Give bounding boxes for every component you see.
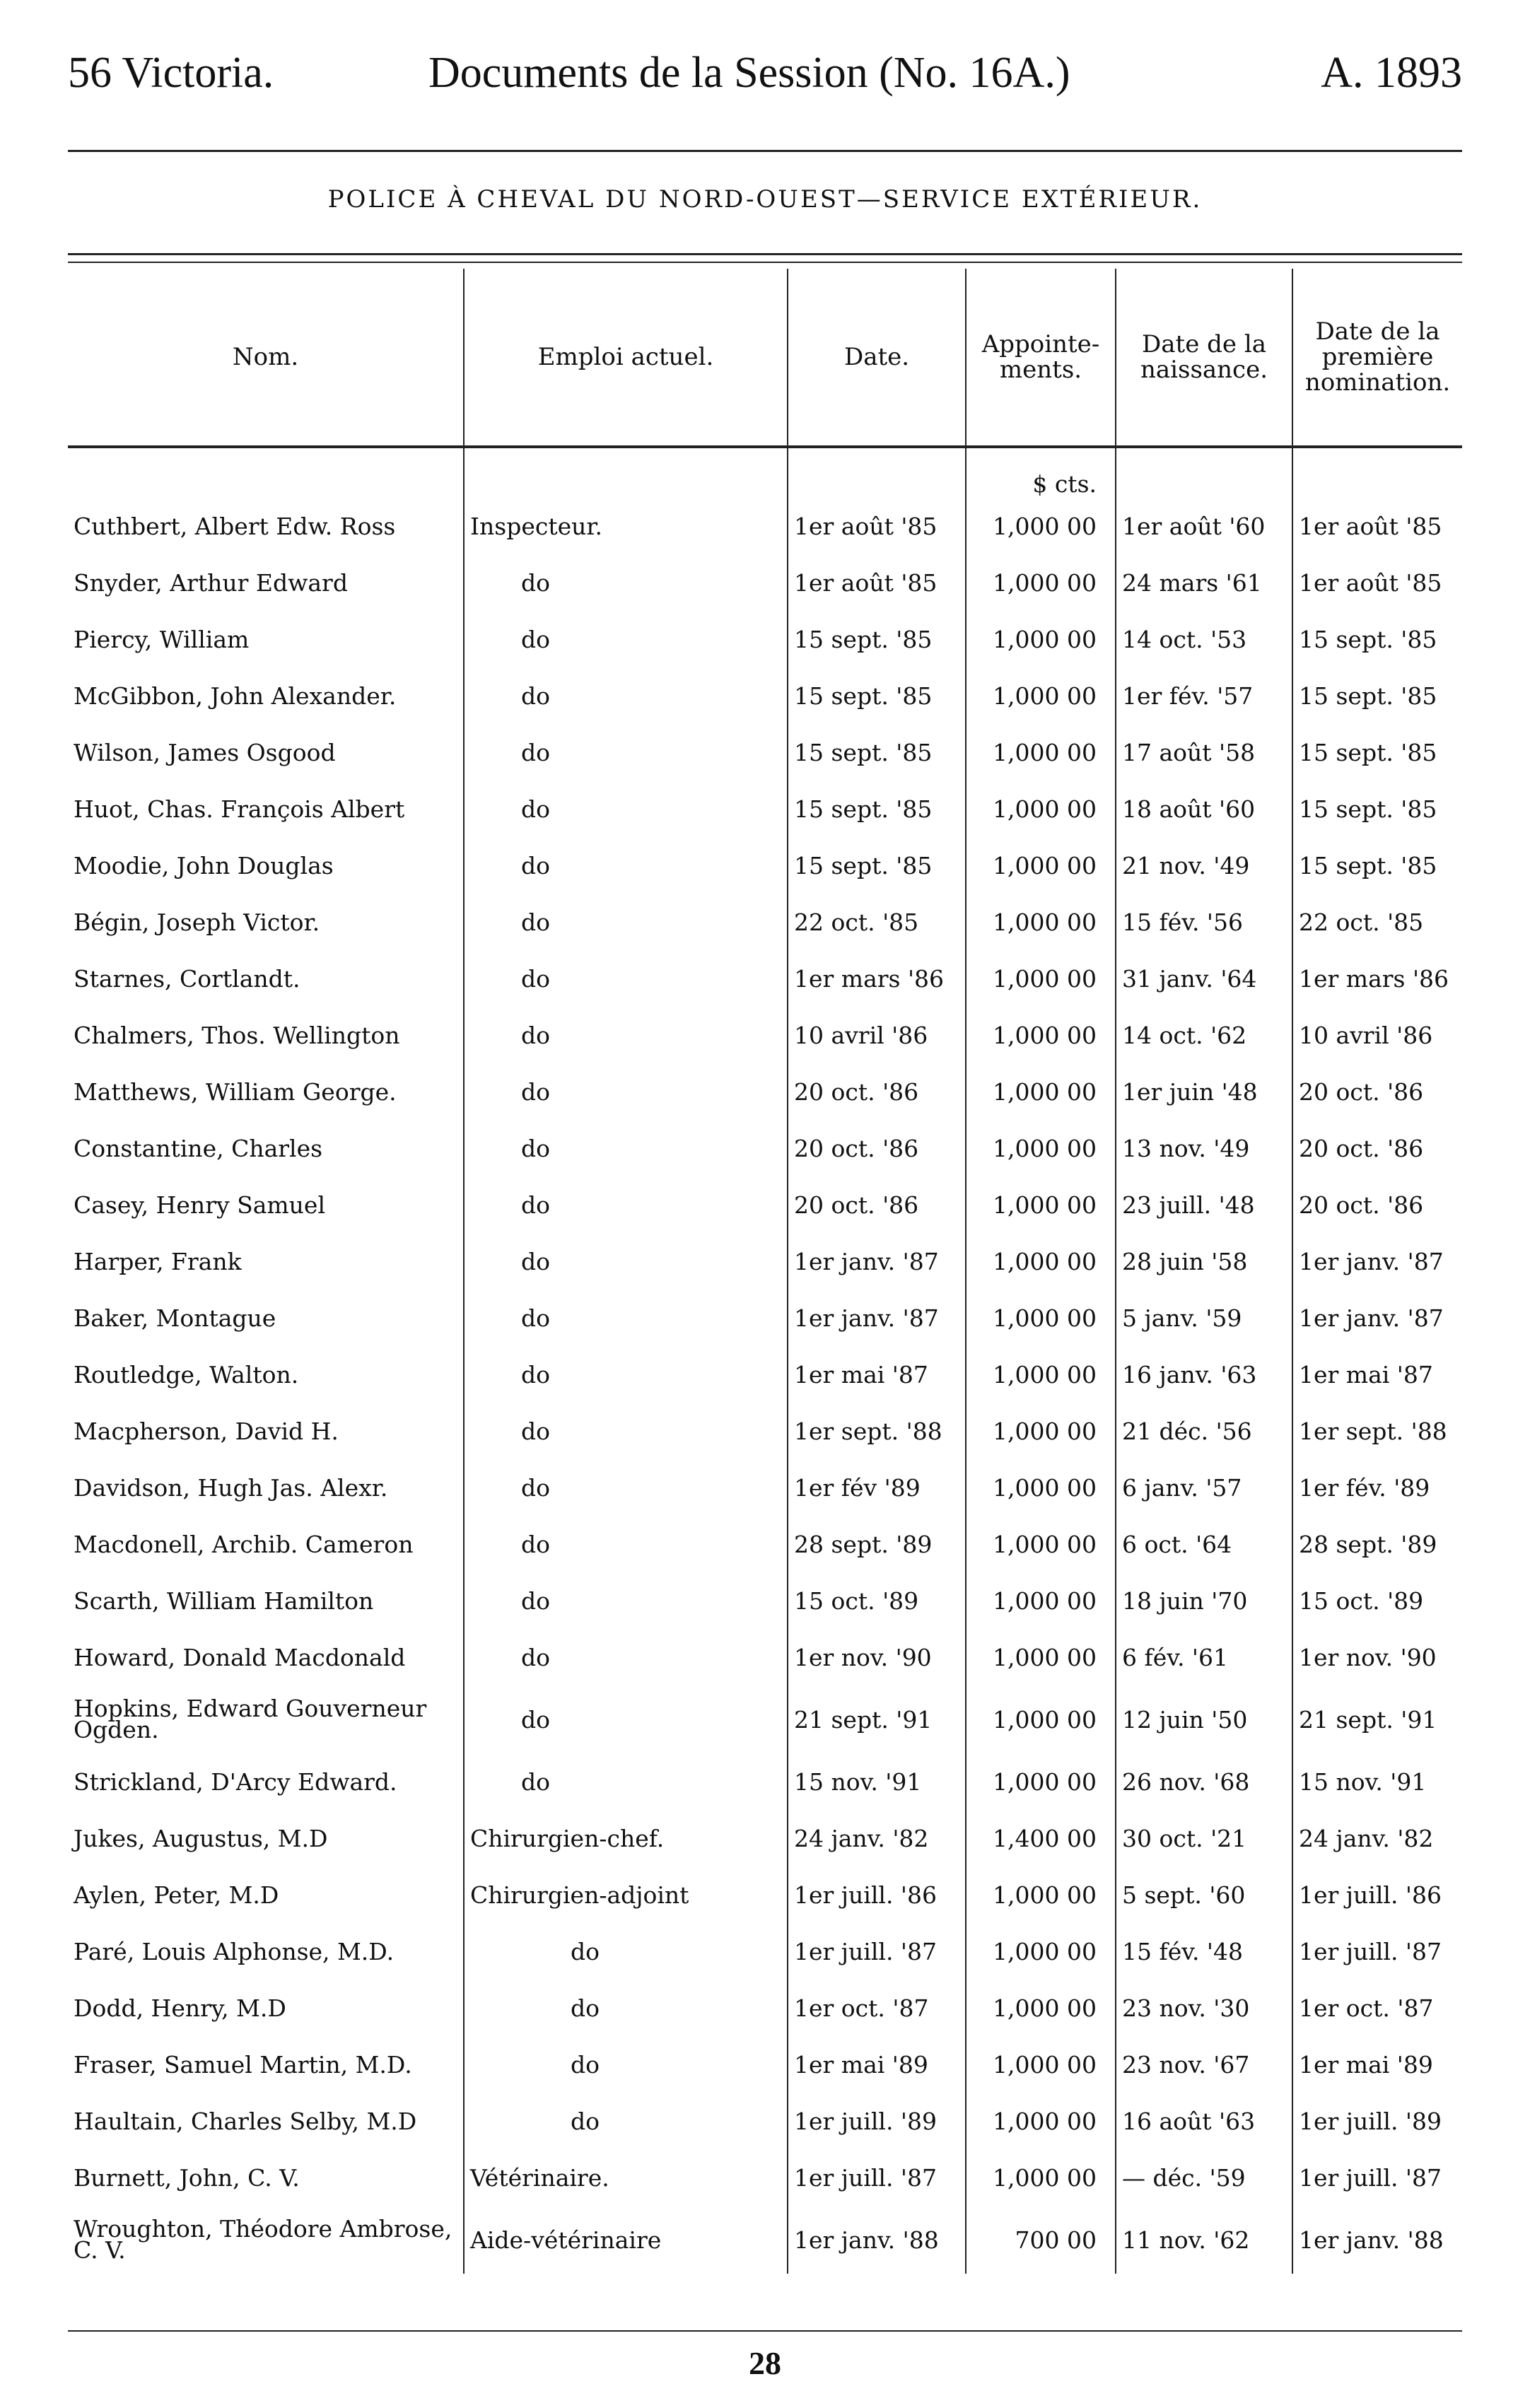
column-header-naissance: Date de la naissance.: [1116, 269, 1292, 447]
cell-naissance: 5 janv. '59: [1116, 1290, 1292, 1346]
cell-date: 21 sept. '91: [788, 1685, 966, 1753]
cell-appointements: 1,000 00: [966, 667, 1116, 724]
cell-date: 1er janv. '87: [788, 1233, 966, 1290]
cell-appointements: 1,000 00: [966, 894, 1116, 950]
table-row: [68, 1403, 1462, 1459]
cell-nom: Davidson, Hugh Jas. Alexr.: [74, 1473, 388, 1502]
cell-emploi: do: [464, 554, 788, 611]
cell-date: 1er juill. '87: [788, 1923, 966, 1980]
cell-naissance: 11 nov. '62: [1116, 2206, 1292, 2274]
column-header-emploi: Emploi actuel.: [464, 269, 788, 447]
cell-date: 1er août '85: [788, 554, 966, 611]
cell-emploi: do: [464, 1753, 788, 1810]
cell-nom: McGibbon, John Alexander.: [74, 682, 397, 710]
cell-nomination: 1er janv. '87: [1292, 1290, 1462, 1346]
cell-naissance: 1er août '60: [1116, 498, 1292, 554]
cell-appointements: 1,000 00: [966, 1176, 1116, 1233]
cell-nomination: 1er juill. '89: [1292, 2093, 1462, 2149]
cell-appointements: 700 00: [966, 2206, 1116, 2274]
units-row: [68, 447, 1462, 498]
footer-rule: [68, 2330, 1462, 2332]
cell-naissance: 17 août '58: [1116, 724, 1292, 781]
cell-nomination: 22 oct. '85: [1292, 894, 1462, 950]
table-row: [68, 1346, 1462, 1403]
column-header-date: Date.: [788, 269, 966, 447]
cell-emploi: do: [464, 2093, 788, 2149]
cell-emploi: do: [464, 837, 788, 894]
cell-nomination: 28 sept. '89: [1292, 1516, 1462, 1572]
cell-appointements: 1,000 00: [966, 2093, 1116, 2149]
cell-date: 1er mai '87: [788, 1346, 966, 1403]
units-label: $ cts.: [966, 447, 1116, 498]
cell-nom: Haultain, Charles Selby, M.D: [74, 2107, 417, 2135]
table-row: [68, 1980, 1462, 2036]
cell-naissance: 21 déc. '56: [1116, 1403, 1292, 1459]
cell-nom: Wroughton, Théodore Ambrose, C. V.: [74, 2215, 452, 2264]
cell-naissance: 6 janv. '57: [1116, 1459, 1292, 1516]
cell-naissance: 21 nov. '49: [1116, 837, 1292, 894]
cell-emploi: do: [464, 1459, 788, 1516]
cell-naissance: 30 oct. '21: [1116, 1810, 1292, 1866]
cell-appointements: 1,000 00: [966, 1629, 1116, 1685]
cell-nomination: 24 janv. '82: [1292, 1810, 1462, 1866]
table-row: [68, 498, 1462, 554]
table-row: [68, 1629, 1462, 1685]
cell-emploi: Vétérinaire.: [464, 2149, 788, 2206]
cell-emploi: do: [464, 1007, 788, 1063]
cell-emploi: do: [464, 894, 788, 950]
cell-date: 15 oct. '89: [788, 1572, 966, 1629]
cell-date: 15 sept. '85: [788, 611, 966, 667]
cell-naissance: 26 nov. '68: [1116, 1753, 1292, 1810]
cell-appointements: 1,000 00: [966, 1290, 1116, 1346]
cell-naissance: 1er fév. '57: [1116, 667, 1292, 724]
cell-emploi: do: [464, 950, 788, 1007]
table-row: [68, 724, 1462, 781]
personnel-table: [68, 269, 1462, 2274]
table-row: [68, 1176, 1462, 1233]
cell-nomination: 1er juill. '87: [1292, 2149, 1462, 2206]
cell-nomination: 1er janv. '88: [1292, 2206, 1462, 2274]
cell-emploi: do: [464, 1346, 788, 1403]
cell-nomination: 20 oct. '86: [1292, 1063, 1462, 1120]
cell-nom: Matthews, William George.: [74, 1077, 397, 1106]
cell-nomination: 1er juill. '87: [1292, 1923, 1462, 1980]
table-row: [68, 1233, 1462, 1290]
cell-nomination: 15 sept. '85: [1292, 781, 1462, 837]
cell-appointements: 1,000 00: [966, 781, 1116, 837]
table-row: [68, 2093, 1462, 2149]
table-title: POLICE À CHEVAL DU NORD-OUEST—SERVICE EXTÉRIEUR.: [327, 185, 1203, 214]
cell-nom: Harper, Frank: [74, 1247, 242, 1275]
cell-date: 28 sept. '89: [788, 1516, 966, 1572]
cell-emploi: do: [464, 1233, 788, 1290]
table-row: [68, 1753, 1462, 1810]
cell-date: 1er juill. '89: [788, 2093, 966, 2149]
table-row: [68, 611, 1462, 667]
header-year: A. 1893: [1321, 49, 1462, 97]
cell-nom: Scarth, William Hamilton: [74, 1586, 374, 1615]
cell-naissance: 6 fév. '61: [1116, 1629, 1292, 1685]
table-row: [68, 2036, 1462, 2093]
cell-nom: Dodd, Henry, M.D: [74, 1994, 286, 2022]
cell-appointements: 1,000 00: [966, 1753, 1116, 1810]
cell-date: 1er oct. '87: [788, 1980, 966, 2036]
cell-nomination: 15 oct. '89: [1292, 1572, 1462, 1629]
cell-nomination: 1er mars '86: [1292, 950, 1462, 1007]
cell-nomination: 15 sept. '85: [1292, 667, 1462, 724]
cell-appointements: 1,000 00: [966, 1923, 1116, 1980]
cell-appointements: 1,000 00: [966, 1403, 1116, 1459]
cell-date: 20 oct. '86: [788, 1063, 966, 1120]
cell-naissance: 1er juin '48: [1116, 1063, 1292, 1120]
cell-naissance: 18 juin '70: [1116, 1572, 1292, 1629]
cell-nomination: 1er janv. '87: [1292, 1233, 1462, 1290]
title-rule: [68, 253, 1462, 255]
cell-naissance: 18 août '60: [1116, 781, 1292, 837]
cell-nom: Constantine, Charles: [74, 1134, 323, 1162]
cell-nom: Paré, Louis Alphonse, M.D.: [74, 1937, 395, 1965]
table-row: [68, 1923, 1462, 1980]
cell-date: 1er juill. '86: [788, 1866, 966, 1923]
cell-date: 1er nov. '90: [788, 1629, 966, 1685]
cell-emploi: do: [464, 1403, 788, 1459]
running-header: [68, 48, 1462, 105]
cell-emploi: Chirurgien-adjoint: [464, 1866, 788, 1923]
cell-appointements: 1,000 00: [966, 1516, 1116, 1572]
cell-appointements: 1,000 00: [966, 611, 1116, 667]
cell-emploi: do: [464, 1685, 788, 1753]
cell-naissance: 14 oct. '62: [1116, 1007, 1292, 1063]
cell-date: 20 oct. '86: [788, 1176, 966, 1233]
table-row: [68, 1516, 1462, 1572]
cell-nom: Jukes, Augustus, M.D: [74, 1824, 328, 1852]
column-header-nom: Nom.: [68, 269, 464, 447]
cell-nom: Cuthbert, Albert Edw. Ross: [74, 512, 396, 540]
cell-nomination: 20 oct. '86: [1292, 1120, 1462, 1176]
cell-nomination: 15 sept. '85: [1292, 724, 1462, 781]
table-row: [68, 2206, 1462, 2274]
cell-nom: Snyder, Arthur Edward: [74, 568, 348, 597]
table-row: [68, 1459, 1462, 1516]
cell-naissance: 24 mars '61: [1116, 554, 1292, 611]
cell-naissance: 14 oct. '53: [1116, 611, 1292, 667]
cell-nom: Macdonell, Archib. Cameron: [74, 1530, 414, 1558]
cell-nom: Hopkins, Edward Gouverneur Ogden.: [74, 1695, 427, 1743]
cell-appointements: 1,000 00: [966, 498, 1116, 554]
cell-nom: Fraser, Samuel Martin, M.D.: [74, 2050, 412, 2079]
cell-date: 1er janv. '87: [788, 1290, 966, 1346]
cell-date: 15 nov. '91: [788, 1753, 966, 1810]
table-row: [68, 950, 1462, 1007]
column-header-nomination: Date de la première nomination.: [1292, 269, 1462, 447]
cell-nom: Bégin, Joseph Victor.: [74, 908, 320, 936]
cell-nomination: 1er mai '87: [1292, 1346, 1462, 1403]
cell-nomination: 15 nov. '91: [1292, 1753, 1462, 1810]
cell-appointements: 1,000 00: [966, 1980, 1116, 2036]
cell-nomination: 21 sept. '91: [1292, 1685, 1462, 1753]
cell-naissance: 13 nov. '49: [1116, 1120, 1292, 1176]
cell-appointements: 1,000 00: [966, 950, 1116, 1007]
cell-naissance: 16 janv. '63: [1116, 1346, 1292, 1403]
cell-date: 1er août '85: [788, 498, 966, 554]
cell-date: 1er juill. '87: [788, 2149, 966, 2206]
cell-appointements: 1,000 00: [966, 554, 1116, 611]
cell-appointements: 1,000 00: [966, 2149, 1116, 2206]
cell-date: 15 sept. '85: [788, 724, 966, 781]
cell-nom: Moodie, John Douglas: [74, 851, 334, 879]
cell-nomination: 10 avril '86: [1292, 1007, 1462, 1063]
cell-emploi: do: [464, 724, 788, 781]
cell-naissance: 12 juin '50: [1116, 1685, 1292, 1753]
cell-appointements: 1,000 00: [966, 1572, 1116, 1629]
cell-emploi: do: [464, 611, 788, 667]
table-row: [68, 667, 1462, 724]
cell-naissance: 28 juin '58: [1116, 1233, 1292, 1290]
cell-date: 20 oct. '86: [788, 1120, 966, 1176]
cell-naissance: — déc. '59: [1116, 2149, 1292, 2206]
table-row: [68, 781, 1462, 837]
cell-date: 15 sept. '85: [788, 781, 966, 837]
cell-nom: Chalmers, Thos. Wellington: [74, 1021, 400, 1049]
cell-appointements: 1,000 00: [966, 1346, 1116, 1403]
cell-nomination: 20 oct. '86: [1292, 1176, 1462, 1233]
cell-emploi: do: [464, 1063, 788, 1120]
cell-date: 1er mars '86: [788, 950, 966, 1007]
cell-emploi: Inspecteur.: [464, 498, 788, 554]
cell-date: 15 sept. '85: [788, 667, 966, 724]
cell-emploi: do: [464, 1516, 788, 1572]
table-header-row: [68, 269, 1462, 447]
cell-date: 22 oct. '85: [788, 894, 966, 950]
header-document-title: Documents de la Session (No. 16A.): [428, 49, 1070, 97]
title-rule-double: [68, 262, 1462, 263]
table-row: [68, 894, 1462, 950]
table-row: [68, 2149, 1462, 2206]
cell-nom: Piercy, William: [74, 625, 250, 653]
cell-appointements: 1,000 00: [966, 1120, 1116, 1176]
cell-naissance: 23 nov. '67: [1116, 2036, 1292, 2093]
cell-appointements: 1,000 00: [966, 1685, 1116, 1753]
cell-nom: Huot, Chas. François Albert: [74, 795, 405, 823]
table-row: [68, 1290, 1462, 1346]
cell-nom: Aylen, Peter, M.D: [74, 1881, 279, 1909]
cell-nomination: 1er juill. '86: [1292, 1866, 1462, 1923]
cell-naissance: 5 sept. '60: [1116, 1866, 1292, 1923]
cell-appointements: 1,000 00: [966, 1007, 1116, 1063]
cell-nom: Baker, Montague: [74, 1304, 276, 1332]
cell-appointements: 1,400 00: [966, 1810, 1116, 1866]
cell-appointements: 1,000 00: [966, 724, 1116, 781]
cell-nomination: 1er nov. '90: [1292, 1629, 1462, 1685]
cell-date: 1er fév '89: [788, 1459, 966, 1516]
cell-emploi: Aide-vétérinaire: [464, 2206, 788, 2274]
table-row: [68, 1120, 1462, 1176]
cell-nom: Routledge, Walton.: [74, 1360, 299, 1389]
cell-emploi: do: [464, 1923, 788, 1980]
header-rule: [68, 150, 1462, 152]
cell-nomination: 1er oct. '87: [1292, 1980, 1462, 2036]
cell-emploi: do: [464, 781, 788, 837]
cell-emploi: do: [464, 1290, 788, 1346]
table-row: [68, 1572, 1462, 1629]
cell-nom: Macpherson, David H.: [74, 1417, 339, 1445]
cell-nomination: 1er mai '89: [1292, 2036, 1462, 2093]
cell-naissance: 15 fév. '48: [1116, 1923, 1292, 1980]
cell-emploi: do: [464, 667, 788, 724]
cell-nomination: 15 sept. '85: [1292, 611, 1462, 667]
cell-date: 15 sept. '85: [788, 837, 966, 894]
cell-emploi: do: [464, 1120, 788, 1176]
table-row: [68, 1007, 1462, 1063]
cell-emploi: do: [464, 2036, 788, 2093]
cell-appointements: 1,000 00: [966, 1459, 1116, 1516]
cell-appointements: 1,000 00: [966, 1063, 1116, 1120]
cell-naissance: 23 juill. '48: [1116, 1176, 1292, 1233]
cell-date: 1er mai '89: [788, 2036, 966, 2093]
cell-naissance: 15 fév. '56: [1116, 894, 1292, 950]
cell-date: 24 janv. '82: [788, 1810, 966, 1866]
cell-emploi: do: [464, 1572, 788, 1629]
cell-nom: Howard, Donald Macdonald: [74, 1643, 406, 1671]
cell-nomination: 1er août '85: [1292, 554, 1462, 611]
table-row: [68, 1866, 1462, 1923]
cell-emploi: do: [464, 1980, 788, 2036]
cell-date: 1er janv. '88: [788, 2206, 966, 2274]
cell-appointements: 1,000 00: [966, 1233, 1116, 1290]
cell-naissance: 23 nov. '30: [1116, 1980, 1292, 2036]
table-row: [68, 1810, 1462, 1866]
cell-naissance: 31 janv. '64: [1116, 950, 1292, 1007]
cell-naissance: 6 oct. '64: [1116, 1516, 1292, 1572]
cell-nom: Burnett, John, C. V.: [74, 2163, 300, 2192]
cell-appointements: 1,000 00: [966, 1866, 1116, 1923]
cell-naissance: 16 août '63: [1116, 2093, 1292, 2149]
header-regnal-year: 56 Victoria.: [68, 49, 274, 97]
column-header-appointements: Appointe-ments.: [966, 269, 1116, 447]
cell-nom: Casey, Henry Samuel: [74, 1191, 326, 1219]
cell-date: 10 avril '86: [788, 1007, 966, 1063]
table-row: [68, 1685, 1462, 1753]
cell-date: 1er sept. '88: [788, 1403, 966, 1459]
cell-appointements: 1,000 00: [966, 2036, 1116, 2093]
page-number: 28: [749, 2345, 781, 2381]
table-row: [68, 554, 1462, 611]
cell-nomination: 15 sept. '85: [1292, 837, 1462, 894]
cell-nom: Starnes, Cortlandt.: [74, 964, 300, 993]
table-body: [68, 447, 1462, 2274]
cell-emploi: Chirurgien-chef.: [464, 1810, 788, 1866]
table-row: [68, 837, 1462, 894]
cell-nomination: 1er sept. '88: [1292, 1403, 1462, 1459]
cell-emploi: do: [464, 1176, 788, 1233]
cell-nom: Strickland, D'Arcy Edward.: [74, 1767, 397, 1796]
cell-emploi: do: [464, 1629, 788, 1685]
cell-appointements: 1,000 00: [966, 837, 1116, 894]
cell-nomination: 1er fév. '89: [1292, 1459, 1462, 1516]
table-row: [68, 1063, 1462, 1120]
cell-nom: Wilson, James Osgood: [74, 738, 336, 766]
cell-nomination: 1er août '85: [1292, 498, 1462, 554]
